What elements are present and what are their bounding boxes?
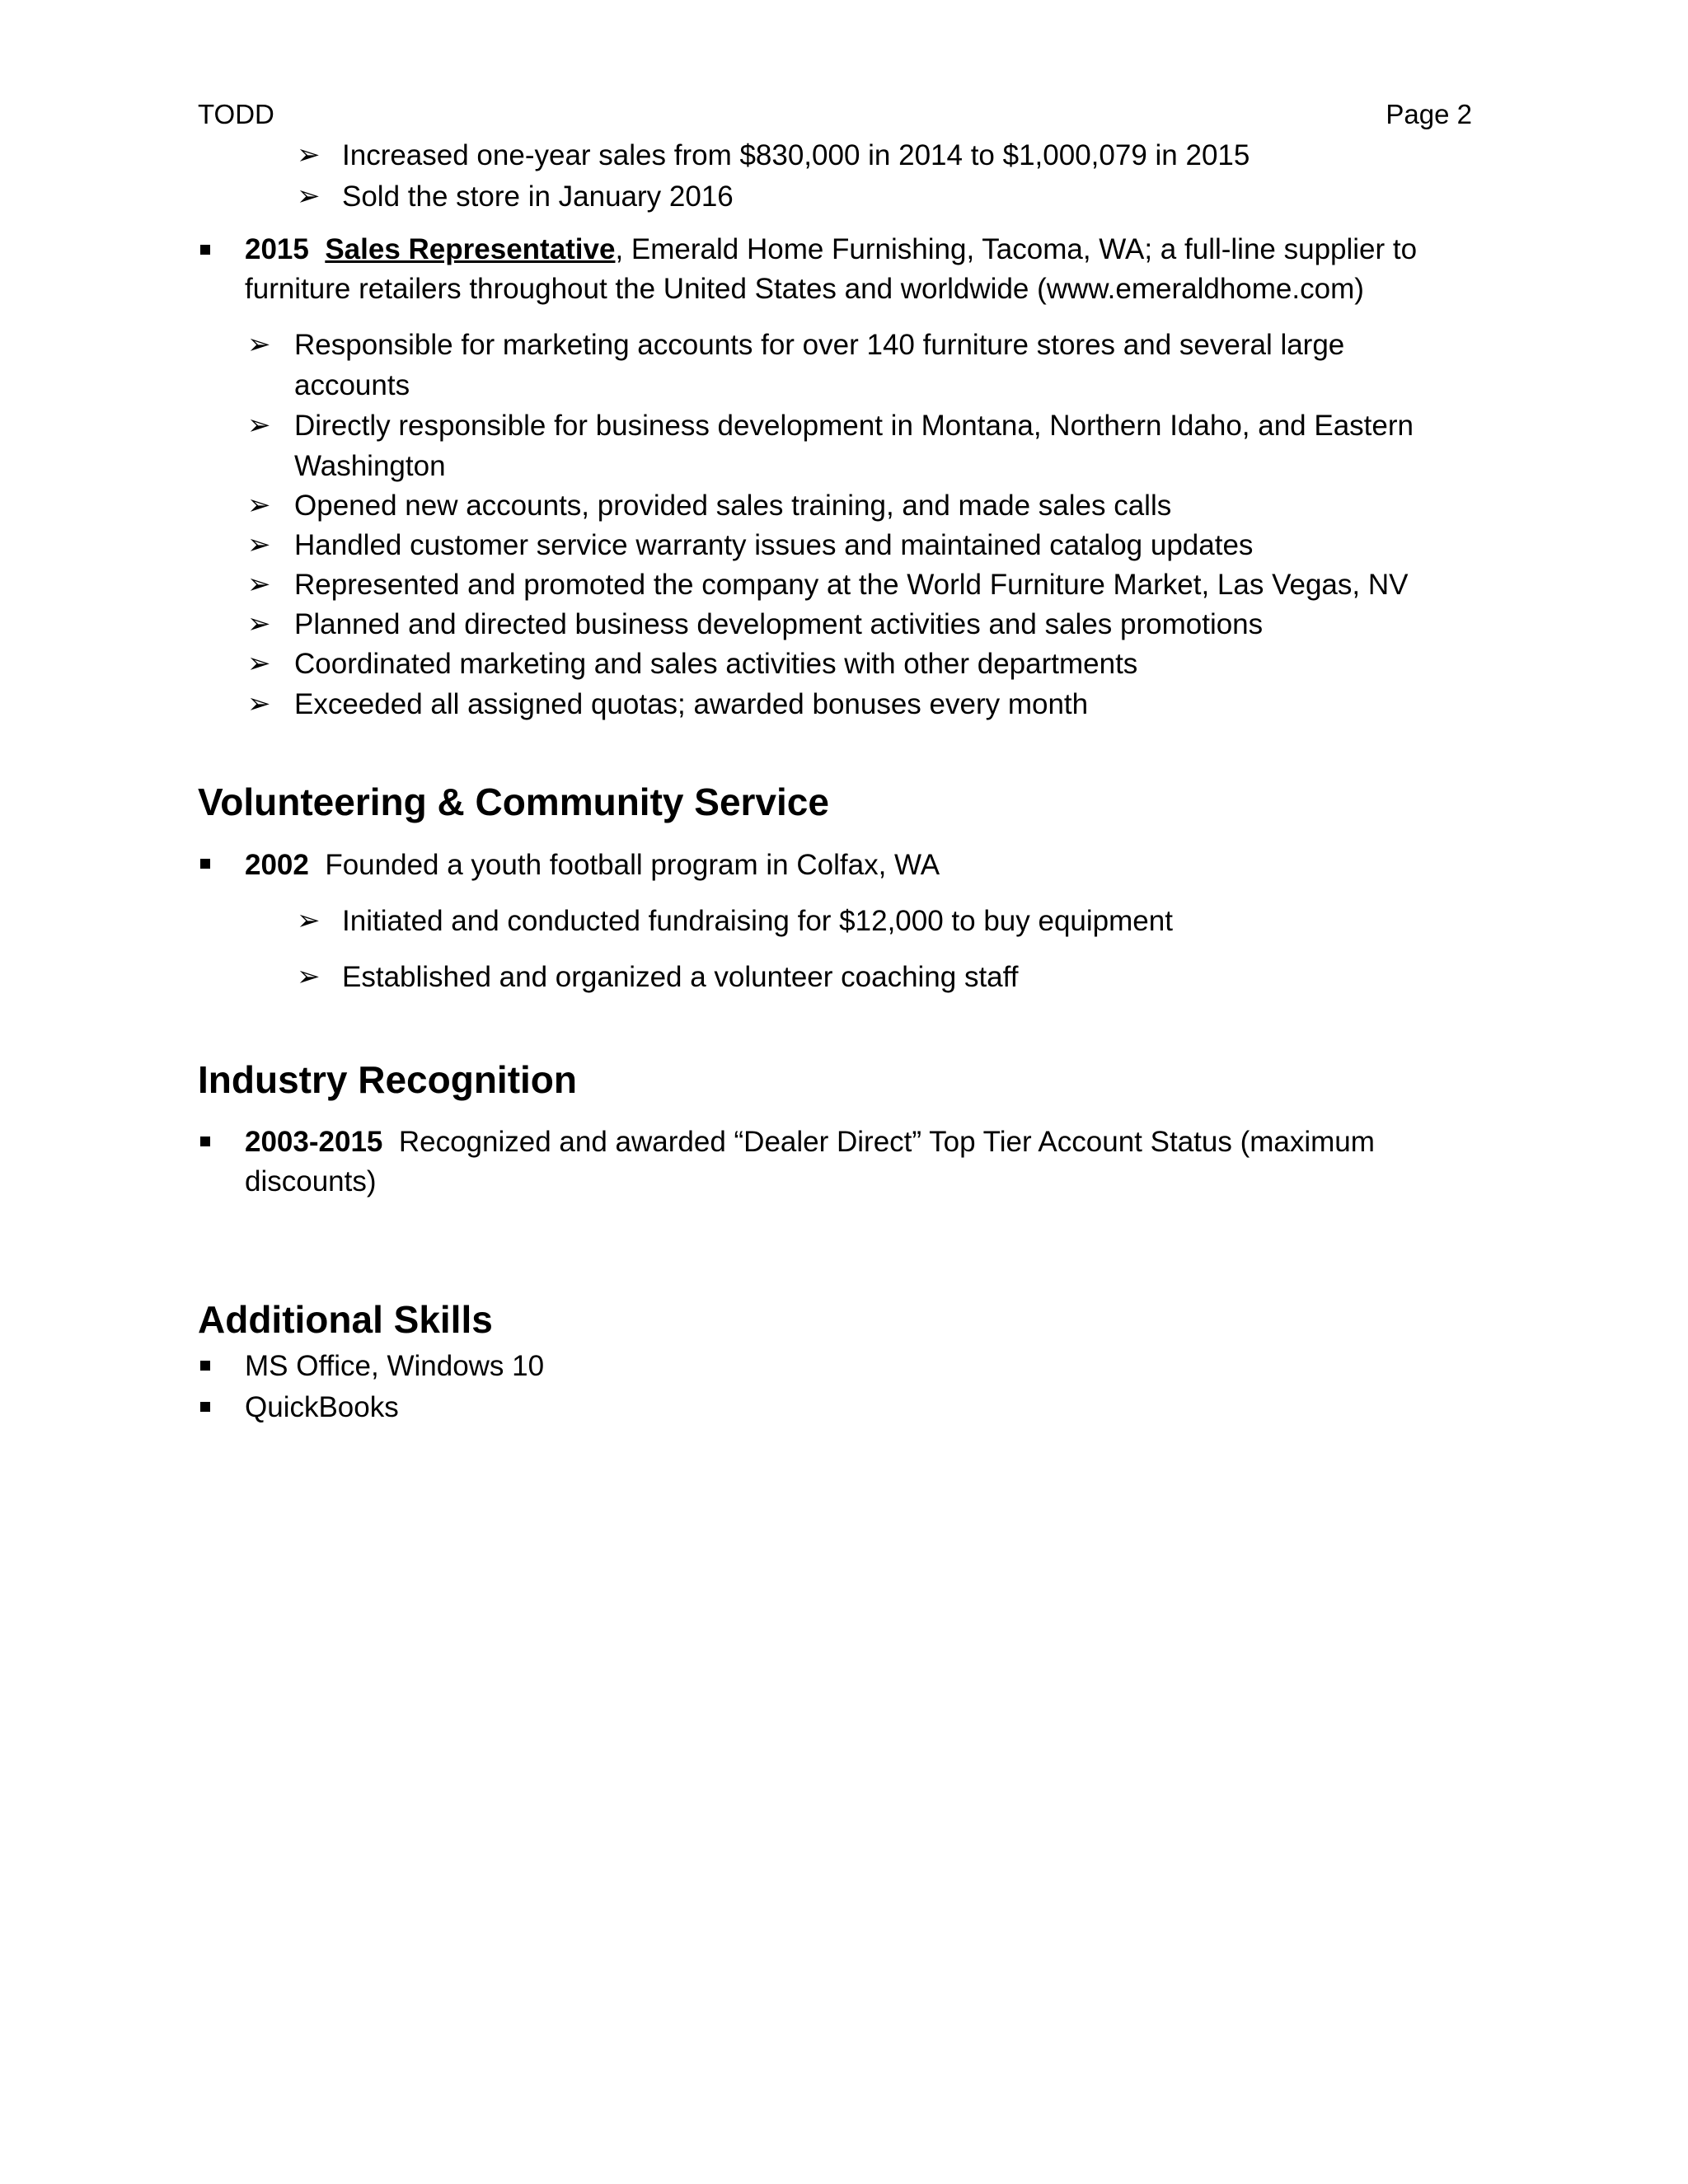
arrow-bullet-icon: ➢ [247,490,271,521]
job-year: 2015 [245,233,309,265]
job-2015-line2: furniture retailers throughout the United States and worldwide (www.emeraldhome.com) [245,273,1364,305]
arrow-bullet-icon: ➢ [297,180,321,212]
arrow-bullet-icon: ➢ [247,608,271,640]
job-employer: , Emerald Home Furnishing, Tacoma, WA; a full-line supplier to [615,233,1418,265]
job-bullet-continued: accounts [294,369,410,401]
arrow-bullet-icon: ➢ [247,569,271,600]
header-name: TODD [198,99,274,129]
volunteering-text: Founded a youth football program in Colfax, WA [325,849,940,881]
arrow-bullet-icon: ➢ [247,529,271,560]
job-bullet: Represented and promoted the company at the World Furniture Market, Las Vegas, NV [294,569,1409,601]
job-bullet: Directly responsible for business development in Montana, Northern Idaho, and Eastern [294,410,1414,442]
job-bullet-continued: Washington [294,450,446,482]
recognition-entry-line2: discounts) [245,1165,377,1197]
arrow-bullet-icon: ➢ [297,961,321,992]
header-page-number: Page 2 [1386,99,1472,129]
prior-job-bullet: Sold the store in January 2016 [342,180,734,213]
job-bullet: Responsible for marketing accounts for over 140 furniture stores and several large [294,329,1345,361]
arrow-bullet-icon: ➢ [247,688,271,719]
section-heading-recognition: Industry Recognition [198,1058,577,1101]
volunteering-bullet: Established and organized a volunteer coaching staff [342,961,1019,993]
arrow-bullet-icon: ➢ [297,139,321,171]
section-heading-volunteering: Volunteering & Community Service [198,780,829,823]
square-bullet-icon [200,1137,210,1146]
recognition-entry-line1 [245,1125,1375,1160]
job-bullet: Planned and directed business development activities and sales promotions [294,608,1264,640]
volunteering-bullet: Initiated and conducted fundraising for $12,000 to buy equipment [342,905,1173,937]
skill-item: MS Office, Windows 10 [245,1350,545,1382]
arrow-bullet-icon: ➢ [247,329,271,360]
job-bullet: Handled customer service warranty issues and maintained catalog updates [294,529,1254,561]
square-bullet-icon [200,245,210,255]
section-heading-skills: Additional Skills [198,1298,493,1341]
square-bullet-icon [200,1402,210,1412]
job-bullet: Coordinated marketing and sales activities with other departments [294,648,1138,680]
skill-item: QuickBooks [245,1391,399,1423]
prior-job-bullet: Increased one-year sales from $830,000 in 2014 to $1,000,079 in 2015 [342,139,1250,171]
volunteering-year: 2002 [245,849,309,881]
job-bullet: Opened new accounts, provided sales training, and made sales calls [294,490,1172,522]
job-2015-line1 [245,232,1417,267]
arrow-bullet-icon: ➢ [297,905,321,936]
square-bullet-icon [200,1361,210,1371]
square-bullet-icon [200,859,210,869]
job-bullet: Exceeded all assigned quotas; awarded bonuses every month [294,688,1089,720]
recognition-text: Recognized and awarded “Dealer Direct” Top Tier Account Status (maximum [398,1126,1375,1158]
job-title: Sales Representative [325,233,616,265]
volunteering-entry [245,848,940,883]
arrow-bullet-icon: ➢ [247,410,271,441]
arrow-bullet-icon: ➢ [247,648,271,679]
recognition-years: 2003-2015 [245,1126,383,1158]
